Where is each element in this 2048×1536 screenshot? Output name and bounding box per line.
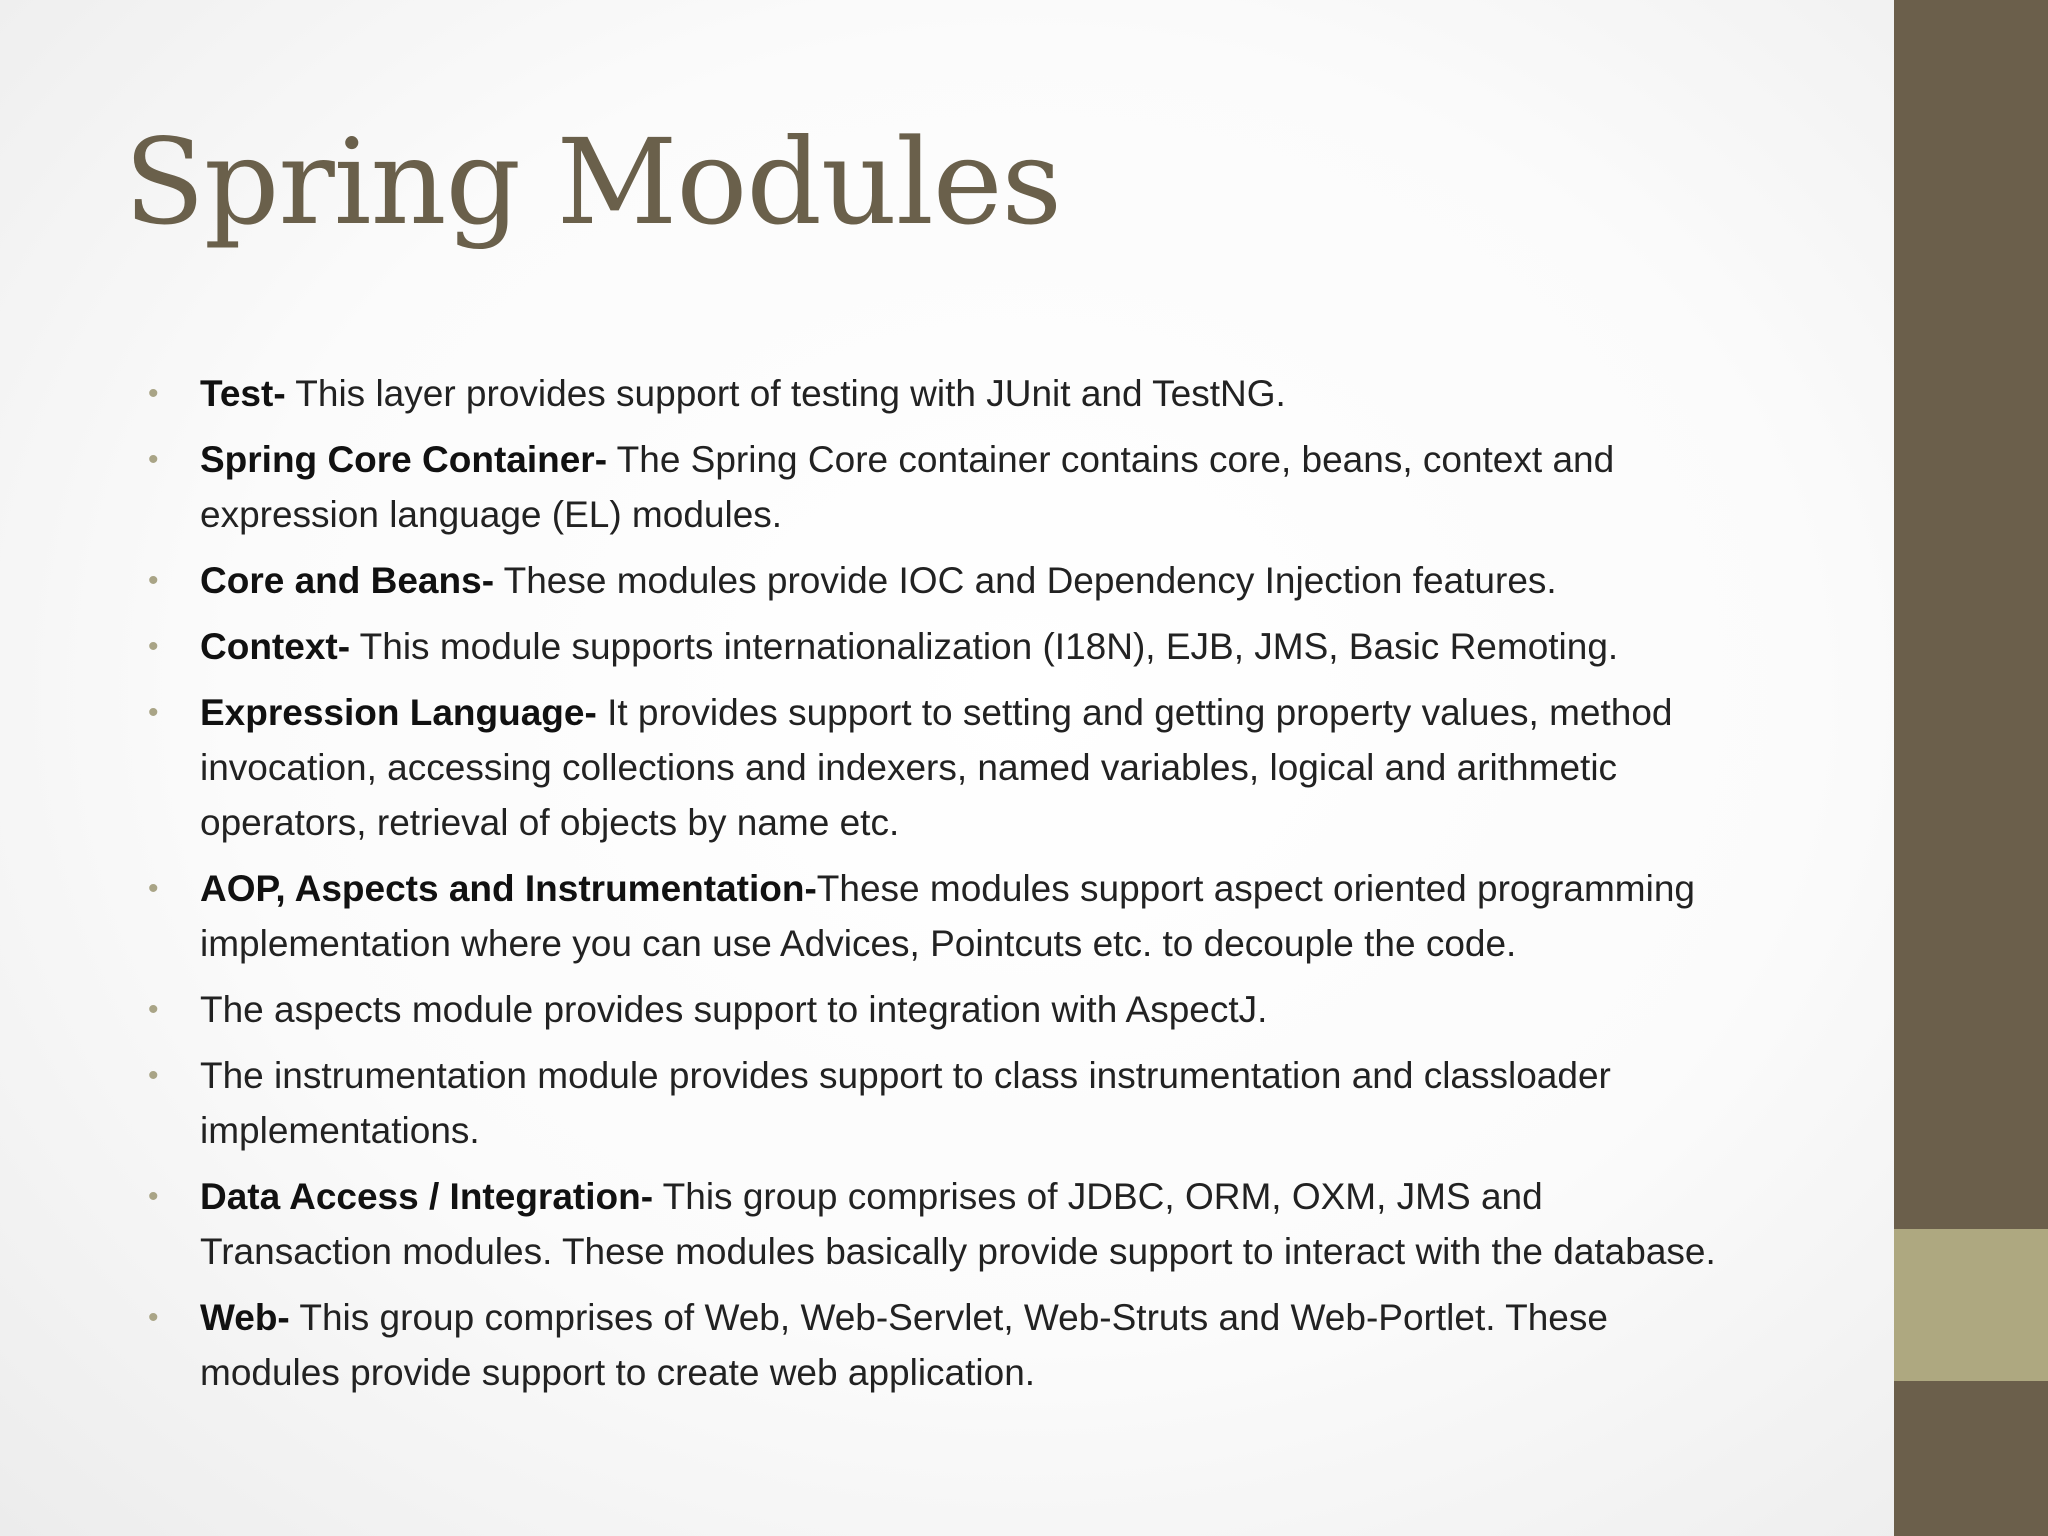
bullet-heading: Web- [200,1297,290,1338]
bullet-item [148,685,1738,850]
bullet-text: This group comprises of Web, Web-Servlet, Web-Struts and Web-Portlet. These modules provide support to create web application. [200,1297,1608,1393]
side-accent-decoration [1894,1229,2048,1381]
bullet-icon: • [148,443,159,476]
bullet-heading: Test- [200,373,286,414]
bullet-icon: • [148,377,159,410]
bullet-icon: • [148,872,159,905]
bullet-icon: • [148,564,159,597]
bullet-text: These modules support aspect oriented programming implementation where you can use Advices, Pointcuts etc. to decouple the code. [200,868,1695,964]
bullet-heading: Core and Beans- [200,560,495,601]
bullet-icon: • [148,630,159,663]
bullet-list [148,366,1738,1411]
bullet-text: This layer provides support of testing with JUnit and TestNG. [285,373,1286,414]
bullet-item [148,366,1738,421]
bullet-icon: • [148,993,159,1026]
bullet-icon: • [148,1059,159,1092]
bullet-heading: Expression Language- [200,692,597,733]
bullet-text: This module supports internationalization (I18N), EJB, JMS, Basic Remoting. [350,626,1619,667]
bullet-text: These modules provide IOC and Dependency Injection features. [494,560,1557,601]
bullet-item [148,861,1738,971]
bullet-text: The instrumentation module provides support to class instrumentation and classloader implementations. [200,1055,1611,1151]
bullet-item [148,553,1738,608]
bullet-item [148,1290,1738,1400]
bullet-icon: • [148,696,159,729]
bullet-text: The aspects module provides support to integration with AspectJ. [200,989,1268,1030]
bullet-text: It provides support to setting and getting property values, method invocation, accessing collections and indexers, named variables, logical and arithmetic operators, retrieval of objects by name etc. [200,692,1673,843]
bullet-item [148,432,1738,542]
bullet-item [148,1169,1738,1279]
slide-title: Spring Modules [124,113,1062,251]
bullet-icon: • [148,1180,159,1213]
bullet-item [148,982,1738,1037]
bullet-item [148,619,1738,674]
bullet-heading: Data Access / Integration- [200,1176,654,1217]
bullet-text: This group comprises of JDBC, ORM, OXM, JMS and Transaction modules. These modules basically provide support to interact with the database. [200,1176,1716,1272]
bullet-icon: • [148,1301,159,1334]
bullet-text: The Spring Core container contains core, beans, context and expression language (EL) modules. [200,439,1615,535]
bullet-heading: Spring Core Container- [200,439,608,480]
bullet-heading: AOP, Aspects and Instrumentation- [200,868,817,909]
bullet-item [148,1048,1738,1158]
bullet-heading: Context- [200,626,351,667]
